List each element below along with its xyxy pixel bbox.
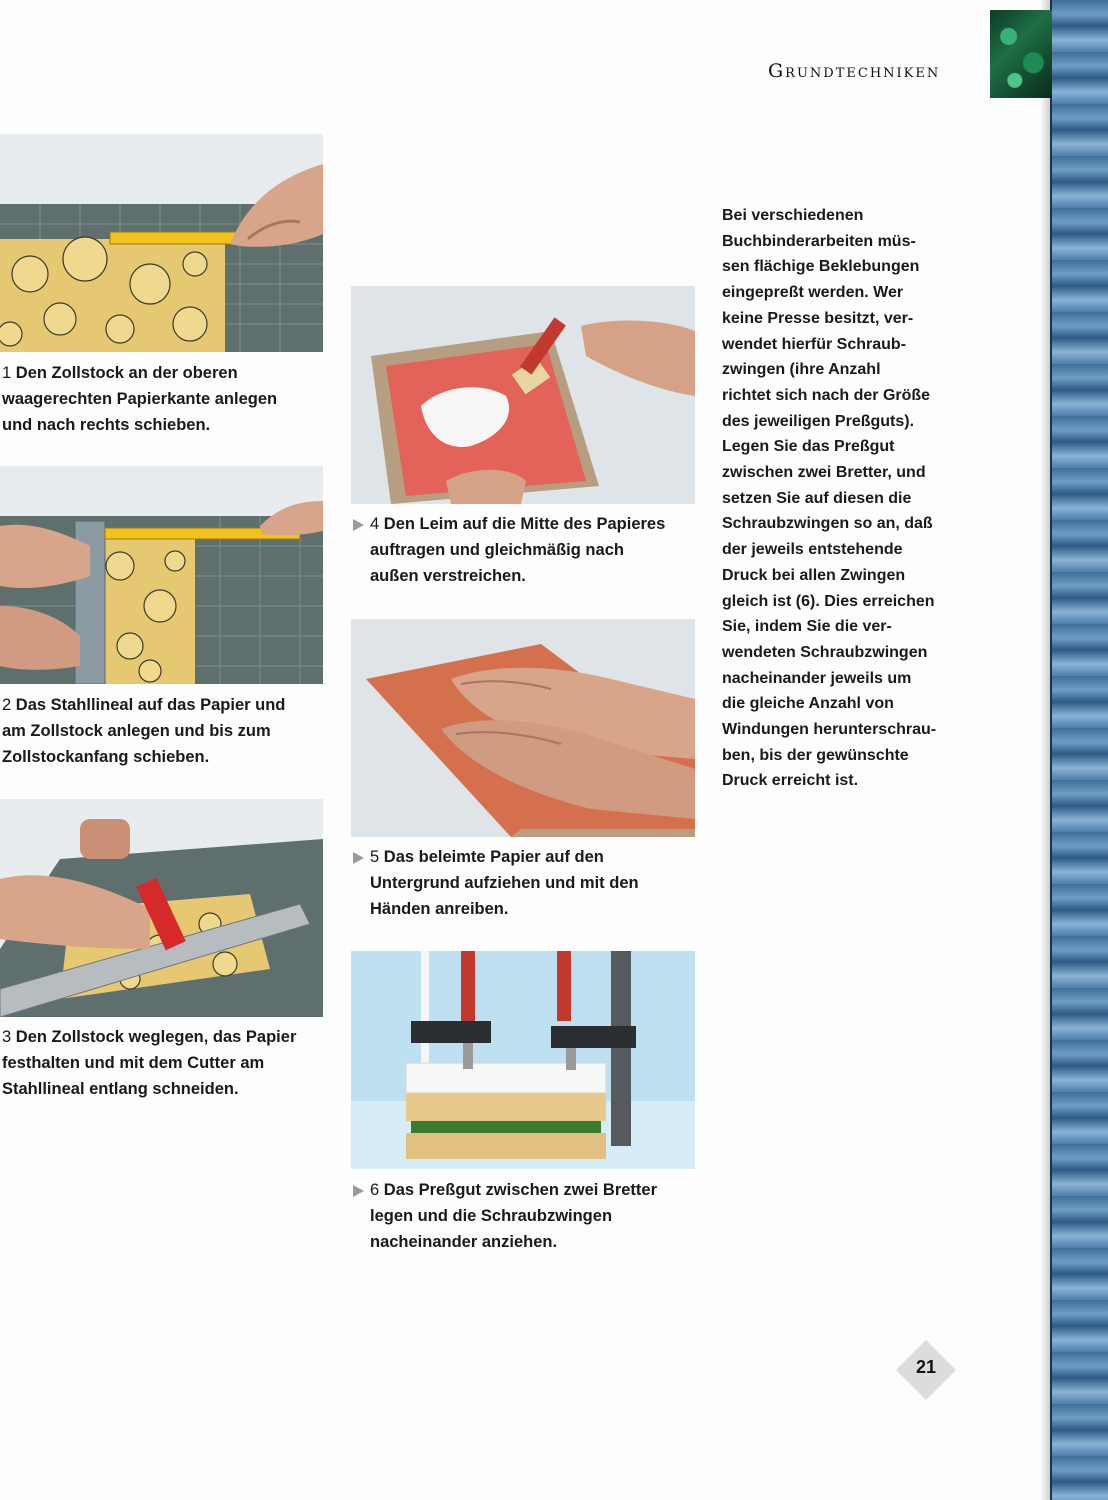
- photo-step-3: [0, 799, 323, 1017]
- caption-line: nacheinander anziehen.: [370, 1233, 558, 1251]
- caption-line: [370, 511, 690, 537]
- caption-line: festhalten und mit dem Cutter am: [2, 1054, 265, 1072]
- photo-step-2: [0, 466, 323, 684]
- body-line: Bei verschiedenen: [722, 207, 864, 224]
- caption-text: Das Stahllineal auf das Papier und: [15, 696, 286, 714]
- body-line: Druck erreicht ist.: [722, 772, 859, 790]
- body-line: nacheinander jeweils um: [722, 669, 912, 687]
- caption-line: und nach rechts schieben.: [2, 416, 211, 434]
- caption-line: Stahllineal entlang schneiden.: [2, 1080, 239, 1098]
- book-edge: [1050, 0, 1108, 1500]
- photo-step-6: [351, 951, 695, 1169]
- body-line: Sie, indem Sie die ver-: [722, 618, 892, 636]
- caption-line: [370, 844, 690, 870]
- running-header: Grundtechniken: [768, 60, 941, 82]
- caption-line: waagerechten Papierkante anlegen: [2, 390, 278, 408]
- step-number: 4: [370, 515, 380, 533]
- photo-step-1-illustration: [0, 134, 323, 352]
- body-line: richtet sich nach der Größe: [722, 386, 931, 404]
- body-line: Druck bei allen Zwingen: [722, 566, 906, 584]
- caption-text: Den Leim auf die Mitte des Papieres: [383, 515, 666, 533]
- body-text: [722, 203, 960, 794]
- body-line: ben, bis der gewünschte: [722, 746, 909, 764]
- caption-line: Untergrund aufziehen und mit den: [370, 874, 639, 892]
- step-arrow-icon: [353, 519, 364, 531]
- body-line: zwingen (ihre Anzahl: [722, 361, 881, 379]
- step-arrow-icon: [353, 852, 364, 864]
- body-line: des jeweiligen Preßguts).: [722, 412, 915, 430]
- caption-text: Den Zollstock weglegen, das Papier: [15, 1028, 297, 1046]
- step-number: 3: [2, 1028, 12, 1046]
- caption-step-1: [2, 360, 322, 438]
- step-number: 5: [370, 848, 380, 866]
- body-line: Schraubzwingen so an, daß: [722, 515, 933, 533]
- photo-step-5: [351, 619, 695, 837]
- caption-step-6: [370, 1177, 690, 1255]
- photo-step-4-illustration: [351, 286, 695, 504]
- caption-line: [2, 360, 322, 386]
- caption-line: legen und die Schraubzwingen: [370, 1207, 613, 1225]
- photo-step-6-illustration: [351, 951, 695, 1169]
- caption-line: [2, 692, 322, 718]
- caption-text: Den Zollstock an der oberen: [15, 364, 238, 382]
- body-line: sen flächige Beklebungen: [722, 258, 920, 276]
- caption-step-3: [2, 1024, 322, 1102]
- body-line: die gleiche Anzahl von: [722, 695, 894, 713]
- body-line: Buchbinderarbeiten müs-: [722, 232, 916, 250]
- caption-line: am Zollstock anlegen und bis zum: [2, 722, 271, 740]
- step-number: 6: [370, 1181, 380, 1199]
- caption-step-2: [2, 692, 322, 770]
- step-arrow-icon: [353, 1185, 364, 1197]
- marbled-paper-corner: [990, 10, 1052, 98]
- caption-line: [2, 1024, 322, 1050]
- body-line: eingepreßt werden. Wer: [722, 284, 904, 302]
- photo-step-5-illustration: [351, 619, 695, 837]
- step-number: 1: [2, 364, 12, 382]
- caption-step-4: [370, 511, 690, 589]
- body-line: setzen Sie auf diesen die: [722, 489, 912, 507]
- caption-line: Händen anreiben.: [370, 900, 509, 918]
- caption-text: Das beleimte Papier auf den: [383, 848, 604, 866]
- caption-line: auftragen und gleichmäßig nach: [370, 541, 624, 559]
- body-line: Windungen herunterschrau-: [722, 721, 937, 739]
- body-line: zwischen zwei Bretter, und: [722, 464, 926, 482]
- body-line: der jeweils entstehende: [722, 541, 903, 559]
- caption-line: Zollstockanfang schieben.: [2, 748, 210, 766]
- body-line: Legen Sie das Preßgut: [722, 438, 895, 456]
- body-line: keine Presse besitzt, ver-: [722, 309, 914, 327]
- body-line: wendeten Schraubzwingen: [722, 643, 928, 661]
- caption-line: [370, 1177, 690, 1203]
- caption-text: Das Preßgut zwischen zwei Bretter: [383, 1181, 658, 1199]
- step-number: 2: [2, 696, 12, 714]
- photo-step-4: [351, 286, 695, 504]
- page-number: 21: [915, 1357, 937, 1377]
- photo-step-1: [0, 134, 323, 352]
- photo-step-2-illustration: [0, 466, 323, 684]
- caption-line: außen verstreichen.: [370, 567, 526, 585]
- photo-step-3-illustration: [0, 799, 323, 1017]
- body-line: gleich ist (6). Dies erreichen: [722, 592, 935, 610]
- caption-step-5: [370, 844, 690, 922]
- body-line: wendet hierfür Schraub-: [722, 335, 907, 353]
